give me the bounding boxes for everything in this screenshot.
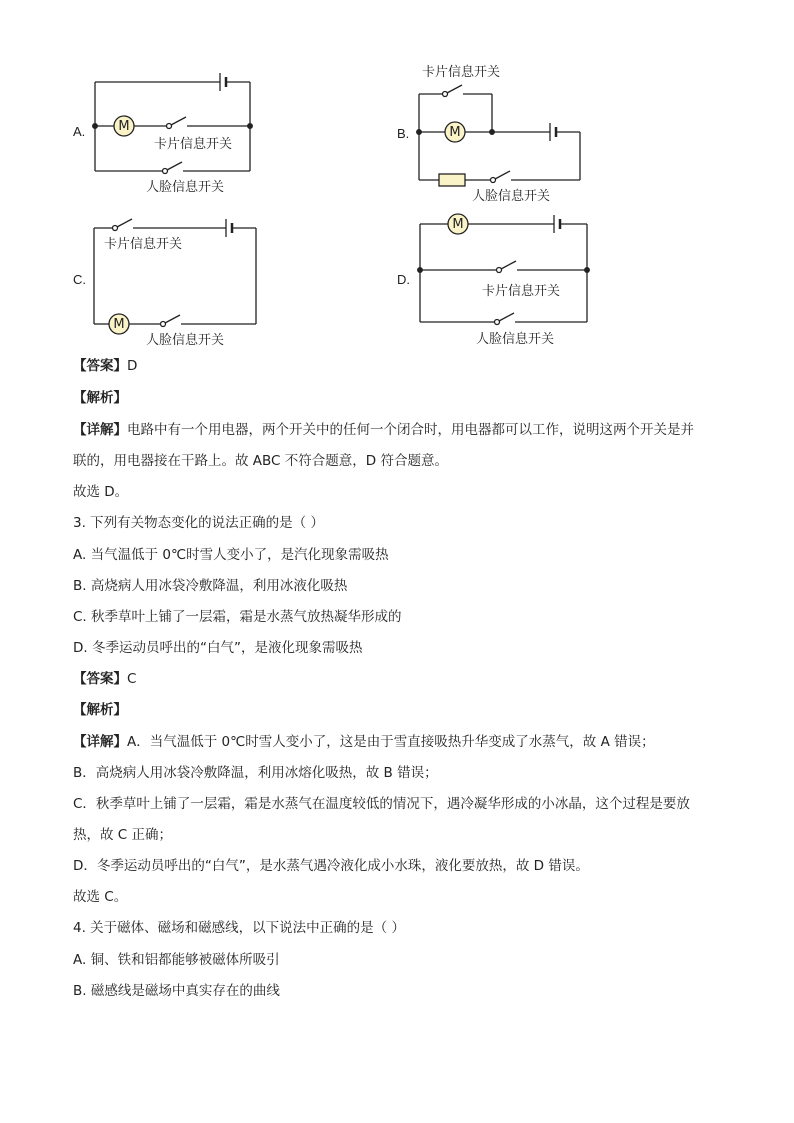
q3-detail-d: D．冬季运动员呼出的“白气”，是水蒸气遇冷液化成小水珠，液化要放热，故 D 错误。 bbox=[73, 858, 589, 874]
face-switch-label: 人脸信息开关 bbox=[476, 332, 555, 347]
card-switch-label: 卡片信息开关 bbox=[154, 137, 233, 152]
q4-option-b: B. 磁感线是磁场中真实存在的曲线 bbox=[73, 983, 280, 999]
card-switch-label: 卡片信息开关 bbox=[482, 284, 561, 299]
q3-option-d: D. 冬季运动员呼出的“白气”，是液化现象需吸热 bbox=[73, 640, 363, 656]
motor-label: M bbox=[449, 125, 461, 140]
detail-text: A．当气温低于 0℃时雪人变小了，这是由于雪直接吸热升华变成了水蒸气，故 A 错误； bbox=[127, 734, 655, 750]
q3-option-b: B. 高烧病人用冰袋冷敷降温，利用冰液化吸热 bbox=[73, 578, 348, 594]
face-switch-label: 人脸信息开关 bbox=[146, 180, 225, 195]
face-switch-label: 人脸信息开关 bbox=[472, 189, 551, 204]
option-b-letter: B. bbox=[397, 126, 410, 141]
answer-value: D bbox=[127, 358, 138, 374]
switch-lever bbox=[501, 261, 516, 269]
switch-lever bbox=[117, 219, 132, 227]
q2-answer bbox=[73, 356, 137, 376]
q3-answer bbox=[73, 669, 136, 689]
q3-analysis-tag: 【解析】 bbox=[73, 702, 127, 718]
card-switch-label: 卡片信息开关 bbox=[104, 237, 183, 252]
answer-tag: 【答案】 bbox=[73, 358, 127, 374]
detail-tag: 【详解】 bbox=[73, 734, 127, 750]
motor-label: M bbox=[118, 119, 130, 134]
q2-conclusion: 故选 D。 bbox=[73, 484, 129, 500]
q3-option-a: A. 当气温低于 0℃时雪人变小了，是汽化现象需吸热 bbox=[73, 547, 389, 563]
switch-lever bbox=[167, 162, 182, 170]
q3-question: 3. 下列有关物态变化的说法正确的是（ ） bbox=[73, 515, 324, 531]
circuit-diagram-b bbox=[412, 60, 592, 206]
q2-analysis-tag: 【解析】 bbox=[73, 390, 127, 406]
option-d-letter: D. bbox=[397, 272, 410, 287]
switch-lever bbox=[447, 85, 462, 93]
switch-lever bbox=[499, 313, 514, 321]
option-a-letter: A. bbox=[73, 124, 86, 139]
q2-detail-line1 bbox=[73, 420, 694, 440]
circuit-diagram-c bbox=[88, 210, 268, 350]
q4-option-a: A. 铜、铁和铝都能够被磁体所吸引 bbox=[73, 952, 280, 968]
switch-lever bbox=[165, 315, 180, 323]
q3-detail-a bbox=[73, 732, 655, 752]
circuit-diagram-d bbox=[412, 208, 597, 348]
detail-tag: 【详解】 bbox=[73, 422, 127, 438]
q3-detail-c2: 热，故 C 正确； bbox=[73, 827, 173, 843]
q3-detail-c1: C．秋季草叶上铺了一层霜，霜是水蒸气在温度较低的情况下，遇冷凝华形成的小冰晶，这个过程是要放 bbox=[73, 796, 690, 812]
switch-lever bbox=[171, 117, 186, 125]
answer-tag: 【答案】 bbox=[73, 671, 127, 687]
q3-detail-b: B．高烧病人用冰袋冷敷降温，利用冰熔化吸热，故 B 错误； bbox=[73, 765, 438, 781]
switch-lever bbox=[495, 171, 510, 179]
q3-option-c: C. 秋季草叶上铺了一层霜，霜是水蒸气放热凝华形成的 bbox=[73, 609, 402, 625]
resistor-symbol bbox=[439, 174, 465, 186]
q4-question: 4. 关于磁体、磁场和磁感线，以下说法中正确的是（ ） bbox=[73, 920, 405, 936]
motor-label: M bbox=[113, 317, 125, 332]
q3-conclusion: 故选 C。 bbox=[73, 889, 128, 905]
detail-text: 电路中有一个用电器，两个开关中的任何一个闭合时，用电器都可以工作，说明这两个开关是并 bbox=[127, 422, 694, 438]
q2-detail-line2: 联的，用电器接在干路上。故 ABC 不符合题意，D 符合题意。 bbox=[73, 453, 448, 469]
option-c-letter: C. bbox=[73, 272, 86, 287]
motor-label: M bbox=[452, 217, 464, 232]
answer-value: C bbox=[127, 671, 137, 687]
face-switch-label: 人脸信息开关 bbox=[146, 333, 225, 348]
circuit-diagram-a bbox=[90, 70, 260, 200]
card-switch-label: 卡片信息开关 bbox=[422, 65, 501, 80]
